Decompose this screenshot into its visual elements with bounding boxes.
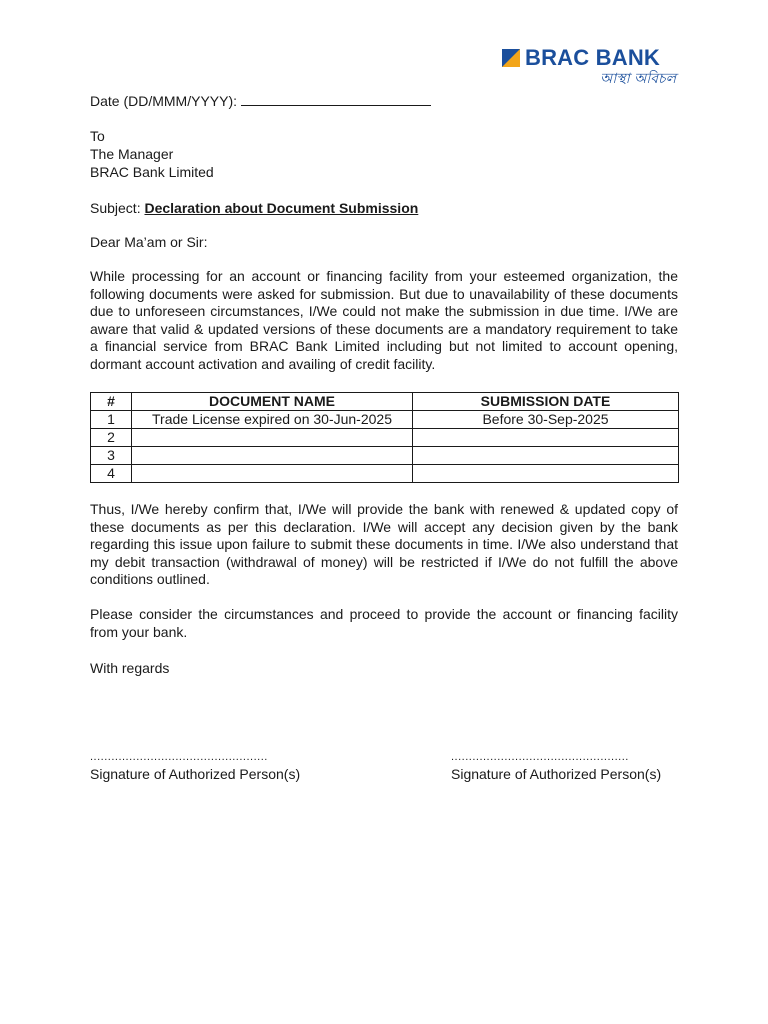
row-document-name — [132, 447, 413, 465]
signature-label-left: Signature of Authorized Person(s) — [90, 766, 301, 782]
table-row — [91, 465, 679, 483]
logo-tagline: আস্থা অবিচল — [600, 71, 677, 87]
brac-bank-logo — [500, 44, 678, 90]
addressee-title: The Manager — [90, 146, 174, 162]
brac-logo-mark-icon — [502, 49, 520, 67]
documents-table — [90, 392, 679, 483]
header-submission-date: SUBMISSION DATE — [413, 393, 679, 411]
date-line — [90, 92, 431, 110]
row-submission-date — [413, 465, 679, 483]
addressee-to: To — [90, 128, 105, 144]
date-label: Date (DD/MMM/YYYY): — [90, 93, 238, 109]
row-submission-date: Before 30-Sep-2025 — [413, 411, 679, 429]
signature-line-left: .................................................. — [90, 751, 268, 763]
addressee-org: BRAC Bank Limited — [90, 164, 214, 180]
row-number: 2 — [91, 429, 132, 447]
logo-brand-text: BRAC BANK — [525, 45, 661, 70]
row-number: 1 — [91, 411, 132, 429]
subject-text: Declaration about Document Submission — [144, 200, 419, 216]
table-header-row — [91, 393, 679, 411]
row-document-name — [132, 429, 413, 447]
row-number: 3 — [91, 447, 132, 465]
row-number: 4 — [91, 465, 132, 483]
table-row — [91, 429, 679, 447]
row-submission-date — [413, 447, 679, 465]
date-blank-field[interactable] — [241, 92, 431, 106]
paragraph-confirmation: Thus, I/We hereby confirm that, I/We will provide the bank with renewed & updated copy of these documents as per this declaration. I/We will accept any decision given by the bank regarding this issue upon failure to submit these documents in time. I/We also understand that my debit transaction (withdrawal of money) will be restricted if I/We do not fulfill the above conditions outlined. — [90, 501, 678, 588]
closing: With regards — [90, 660, 170, 676]
paragraph-intro: While processing for an account or financing facility from your esteemed organization, the following documents were asked for submission. But due to unavailability of these documents due to unforeseen circumstances, I/We could not make the submission in due time. I/We are aware that valid & updated versions of these documents are a mandatory requirement to take a financial service from BRAC Bank Limited including but not limited to account opening, dormant account activation and availing of credit facility. — [90, 268, 678, 372]
table-row — [91, 447, 679, 465]
row-submission-date — [413, 429, 679, 447]
subject-line — [90, 199, 418, 217]
signature-line-right: .................................................. — [451, 751, 629, 763]
row-document-name — [132, 465, 413, 483]
paragraph-request: Please consider the circumstances and proceed to provide the account or financing facility from your bank. — [90, 606, 678, 640]
salutation: Dear Ma’am or Sir: — [90, 234, 208, 250]
table-row — [91, 411, 679, 429]
signature-label-right: Signature of Authorized Person(s) — [451, 766, 662, 782]
header-number: # — [91, 393, 132, 411]
row-document-name: Trade License expired on 30-Jun-2025 — [132, 411, 413, 429]
header-document-name: DOCUMENT NAME — [132, 393, 413, 411]
subject-label: Subject: — [90, 200, 141, 216]
